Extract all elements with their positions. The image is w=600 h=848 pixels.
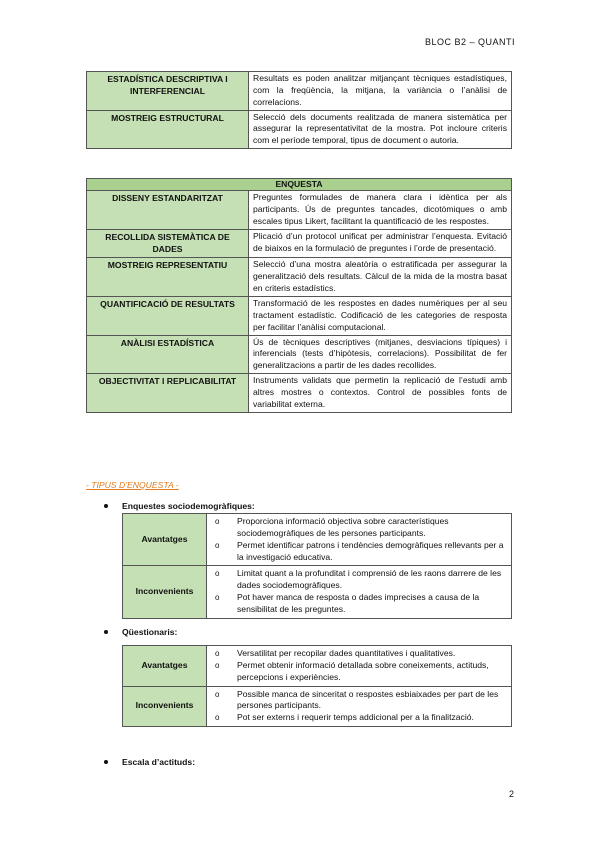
enquesta-heading: ENQUESTA <box>87 179 512 191</box>
term-cell: MOSTREIG REPRESENTATIU <box>87 258 249 297</box>
enquesta-table <box>86 178 512 413</box>
bullet-label: Enquestes sociodemogràfiques: <box>122 501 255 511</box>
bullet-sociodemografiques <box>104 501 255 511</box>
table-row <box>87 374 512 413</box>
page-number: 2 <box>508 789 514 799</box>
table-row <box>123 514 512 566</box>
avantatges-list-cell <box>207 646 512 687</box>
term-cell: DISSENY ESTANDARITZAT <box>87 191 249 230</box>
avantatges-list <box>215 516 507 563</box>
list-item: o Permet obtenir informació detallada sobre coneixements, actituds, percepcions i experiències. <box>215 660 507 684</box>
list-item: o Pot haver manca de resposta o dades imprecises a causa de la sensibilitat de les preguntes. <box>215 592 507 616</box>
table-row <box>87 229 512 258</box>
avantatges-label: Avantatges <box>123 646 207 687</box>
inconvenients-list <box>215 568 507 615</box>
bullet-dot-icon <box>104 760 108 764</box>
definition-cell: Instruments validats que permetin la replicació de l’estudi amb altres mostres o contextos. Control de possibles fonts de variabilitat externa. <box>249 374 512 413</box>
table-row <box>87 191 512 230</box>
bullet-dot-icon <box>104 630 108 634</box>
term-cell: RECOLLIDA SISTEMÀTICA DE DADES <box>87 229 249 258</box>
term-cell: ESTADÍSTICA DESCRIPTIVA I INTERFERENCIAL <box>87 72 249 111</box>
term-cell: QUANTIFICACIÓ DE RESULTATS <box>87 297 249 336</box>
sociodemografiques-pros-cons-table <box>122 513 512 619</box>
bullet-label: Escala d’actituds: <box>122 757 196 767</box>
definition-cell: Selecció dels documents realitzada de manera sistemàtica per assegurar la representativitat de la mostra. Pot incloure criteris com el període temporal, tipus de document o autoria. <box>249 110 512 149</box>
avantatges-label: Avantatges <box>123 514 207 566</box>
definition-cell: Preguntes formulades de manera clara i idèntica per als participants. Ús de preguntes tancades, dicotòmiques o amb escales tipus Likert, facilitant la quantificació de les respostes. <box>249 191 512 230</box>
inconvenients-list <box>215 689 507 725</box>
list-item: o Permet identificar patrons i tendències demogràfiques rellevants per a la investigació educativa. <box>215 540 507 564</box>
definition-cell: Ús de tècniques descriptives (mitjanes, desviacions típiques) i inferencials (tests d’hipòtesis, correlacions). Possibilitat de fer generalitzacions a partir de les dades recollides. <box>249 335 512 374</box>
table-row <box>123 686 512 727</box>
bullet-dot-icon <box>104 504 108 508</box>
definition-cell: Plicació d’un protocol unificat per administrar l’enquesta. Evitació de biaixos en la formulació de preguntes i l’orde de presentació. <box>249 229 512 258</box>
table-row <box>87 72 512 111</box>
definition-cell: Resultats es poden analitzar mitjançant tècniques estadístiques, com la freqüència, la mitjana, la variància o l’anàlisi de correlacions. <box>249 72 512 111</box>
avantatges-list-cell <box>207 514 512 566</box>
definition-cell: Transformació de les respostes en dades numèriques per al seu tractament estadístic. Codificació de les categories de resposta per facilitar l’anàlisi computacional. <box>249 297 512 336</box>
running-header: BLOC B2 – QUANTI <box>424 37 515 47</box>
table-row <box>87 335 512 374</box>
definitions-table-top <box>86 71 512 149</box>
bullet-escala-actituds <box>104 757 195 767</box>
inconvenients-label: Inconvenients <box>123 566 207 618</box>
inconvenients-list-cell <box>207 566 512 618</box>
term-cell: ANÀLISI ESTADÍSTICA <box>87 335 249 374</box>
table-row <box>123 566 512 618</box>
questionaris-pros-cons-table <box>122 645 512 727</box>
table-row <box>87 258 512 297</box>
table-header-row <box>87 179 512 191</box>
bullet-label: Qüestionaris: <box>122 627 178 637</box>
list-item: o Possible manca de sinceritat o respostes esbiaixades per part de les persones participants. <box>215 689 507 713</box>
list-item: o Proporciona informació objectiva sobre característiques sociodemogràfiques de les persones participants. <box>215 516 507 540</box>
definition-cell: Selecció d’una mostra aleatòria o estratificada per assegurar la generalització dels resultats. Càlcul de la mida de la mostra basat en criteris estadístics. <box>249 258 512 297</box>
tipus-enquesta-title: - TIPUS D’ENQUESTA - <box>86 480 179 490</box>
list-item: o Limitat quant a la profunditat i comprensió de les raons darrere de les dades sociodemogràfiques. <box>215 568 507 592</box>
table-row <box>123 646 512 687</box>
inconvenients-list-cell <box>207 686 512 727</box>
avantatges-list <box>215 648 507 684</box>
list-item: o Versatilitat per recopilar dades quantitatives i qualitatives. <box>215 648 507 660</box>
term-cell: OBJECTIVITAT I REPLICABILITAT <box>87 374 249 413</box>
term-cell: MOSTREIG ESTRUCTURAL <box>87 110 249 149</box>
inconvenients-label: Inconvenients <box>123 686 207 727</box>
list-item: o Pot ser externs i requerir temps addicional per a la finalització. <box>215 712 507 724</box>
table-row <box>87 110 512 149</box>
table-row <box>87 297 512 336</box>
bullet-questionaris <box>104 627 177 637</box>
